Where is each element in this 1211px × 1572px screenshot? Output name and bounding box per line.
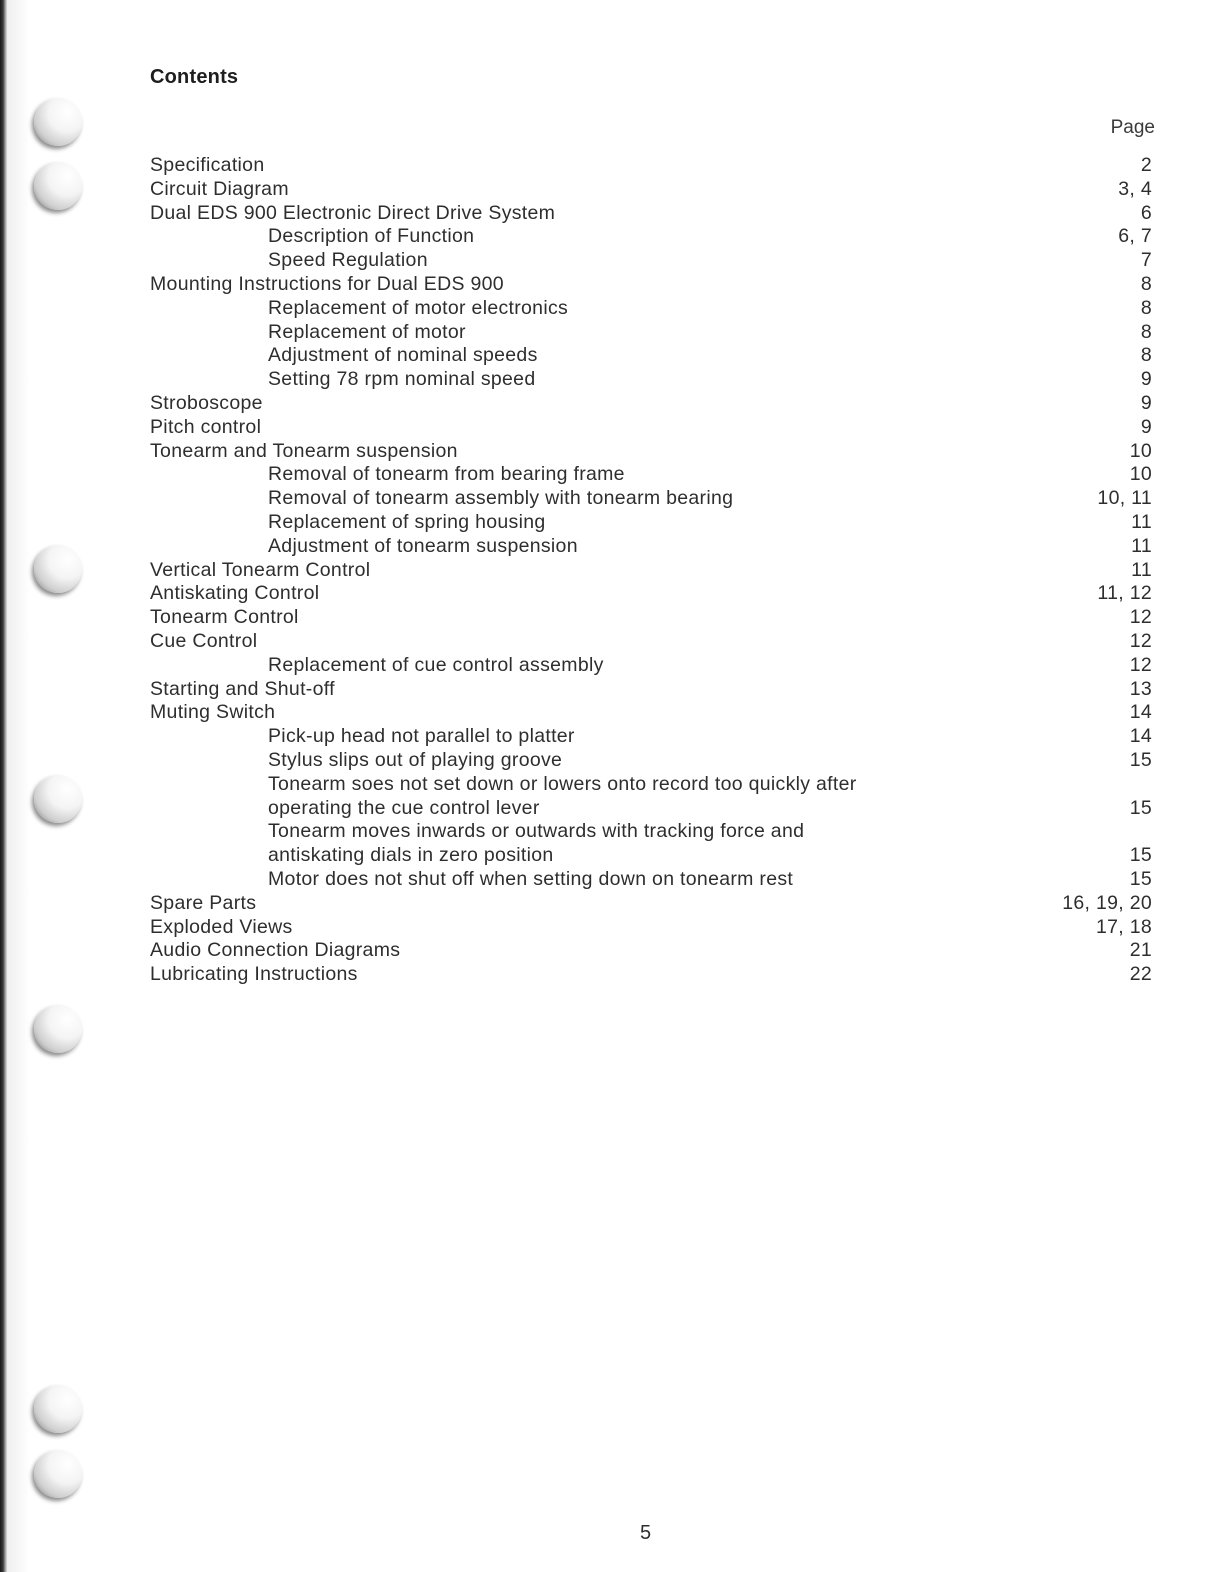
toc-entry-page: 8 — [1140, 272, 1152, 295]
toc-entry-page: 11 — [1131, 534, 1152, 557]
binder-shadow — [8, 0, 30, 1572]
toc-entry-label: Tonearm Control — [150, 606, 299, 629]
binder-edge — [0, 0, 8, 1572]
toc-entry-label: Removal of tonearm assembly with tonearm bearing — [268, 487, 734, 510]
toc-entry — [148, 463, 1152, 487]
toc-entry — [148, 344, 1152, 368]
punch-hole — [34, 545, 82, 593]
toc-entry-label: Pick-up head not parallel to platter — [268, 725, 575, 748]
toc-entry — [148, 225, 1152, 249]
toc-entry-label: Replacement of cue control assembly — [268, 653, 604, 676]
toc-entry-page: 12 — [1129, 653, 1152, 676]
toc-entry-page: 7 — [1140, 249, 1152, 272]
toc-entry-page: 9 — [1140, 391, 1152, 414]
contents-heading: Contents — [150, 66, 239, 88]
toc-entry — [148, 178, 1152, 202]
toc-entry — [148, 487, 1152, 511]
toc-entry-page: 11 — [1131, 558, 1152, 581]
toc-entry-page: 3, 4 — [1118, 177, 1152, 200]
toc-entry-label: Dual EDS 900 Electronic Direct Drive System — [150, 201, 556, 224]
toc-entry — [148, 154, 1152, 178]
toc-entry-page: 21 — [1129, 939, 1152, 962]
toc-entry-page: 8 — [1140, 296, 1152, 319]
toc-entry — [148, 630, 1152, 654]
toc-entry — [148, 440, 1152, 464]
toc-entry-label: Setting 78 rpm nominal speed — [268, 368, 536, 391]
toc-entry — [148, 392, 1152, 416]
toc-entry-label: Lubricating Instructions — [150, 963, 358, 986]
toc-entry-page: 16, 19, 20 — [1062, 891, 1152, 914]
toc-entry — [148, 892, 1152, 916]
toc-entry-page: 6 — [1140, 201, 1152, 224]
punch-hole — [34, 775, 82, 823]
toc-entry-label: Circuit Diagram — [150, 177, 289, 200]
table-of-contents — [148, 154, 1152, 987]
toc-entry-page: 10 — [1129, 463, 1152, 486]
toc-entry-label: Stroboscope — [150, 391, 263, 414]
toc-entry — [148, 916, 1152, 940]
toc-entry-label: Description of Function — [268, 225, 475, 248]
toc-entry-page: 14 — [1129, 701, 1152, 724]
toc-entry-label: Spare Parts — [150, 891, 257, 914]
toc-entry-label: Antiskating Control — [150, 582, 320, 605]
toc-entry-label: Replacement of motor — [268, 320, 466, 343]
toc-entry — [148, 273, 1152, 297]
toc-entry-page: 15 — [1129, 867, 1152, 890]
toc-entry-label: Cue Control — [150, 629, 258, 652]
toc-entry — [148, 535, 1152, 559]
toc-entry-page: 9 — [1140, 415, 1152, 438]
toc-entry-label: Motor does not shut off when setting down on tonearm rest — [268, 867, 794, 890]
toc-entry — [148, 249, 1152, 273]
toc-entry — [148, 820, 1152, 868]
toc-entry — [148, 868, 1152, 892]
toc-entry-label: Stylus slips out of playing groove — [268, 748, 563, 771]
toc-entry — [148, 701, 1152, 725]
toc-entry-page: 10 — [1129, 439, 1152, 462]
toc-entry — [148, 939, 1152, 963]
toc-entry — [148, 297, 1152, 321]
toc-entry-page: 22 — [1129, 963, 1152, 986]
toc-entry-label: Audio Connection Diagrams — [150, 939, 401, 962]
punch-hole — [34, 1385, 82, 1433]
toc-entry-label: Exploded Views — [150, 915, 293, 938]
toc-entry — [148, 963, 1152, 987]
toc-entry-page: 13 — [1129, 677, 1152, 700]
toc-entry — [148, 416, 1152, 440]
punch-hole — [34, 98, 82, 146]
toc-entry-page: 11 — [1131, 510, 1152, 533]
toc-entry-page: 15 — [1129, 748, 1152, 771]
page-number: 5 — [640, 1522, 652, 1544]
toc-entry-page: 6, 7 — [1118, 225, 1152, 248]
toc-entry-label: Muting Switch — [150, 701, 276, 724]
punch-hole — [34, 1005, 82, 1053]
toc-entry — [148, 606, 1152, 630]
toc-entry-page: 11, 12 — [1097, 582, 1152, 605]
toc-entry-label: Specification — [150, 154, 265, 176]
toc-entry — [148, 725, 1152, 749]
toc-entry — [148, 368, 1152, 392]
toc-entry-page: 8 — [1140, 344, 1152, 367]
toc-entry-label: Replacement of motor electronics — [268, 296, 569, 319]
toc-entry — [148, 202, 1152, 226]
toc-entry — [148, 511, 1152, 535]
toc-entry-label: Adjustment of nominal speeds — [268, 344, 538, 367]
toc-entry-page: 8 — [1140, 320, 1152, 343]
toc-entry-page: 15 — [1129, 844, 1152, 867]
punch-hole — [34, 1450, 82, 1498]
toc-entry-label: Starting and Shut-off — [150, 677, 335, 700]
toc-entry — [148, 773, 1152, 821]
toc-entry — [148, 321, 1152, 345]
toc-entry-label: Replacement of spring housing — [268, 510, 546, 533]
toc-entry-page: 12 — [1129, 606, 1152, 629]
toc-entry-label: Speed Regulation — [268, 249, 428, 272]
toc-entry — [148, 678, 1152, 702]
punch-hole — [34, 162, 82, 210]
toc-entry — [148, 559, 1152, 583]
toc-entry-page: 12 — [1129, 629, 1152, 652]
toc-entry-label: Mounting Instructions for Dual EDS 900 — [150, 272, 504, 295]
toc-entry-label: Adjustment of tonearm suspension — [268, 534, 578, 557]
toc-entry-page: 2 — [1140, 154, 1152, 176]
toc-entry — [148, 582, 1152, 606]
toc-entry-page: 15 — [1129, 796, 1152, 819]
toc-entry-label: Pitch control — [150, 415, 262, 438]
toc-entry — [148, 654, 1152, 678]
toc-entry — [148, 749, 1152, 773]
toc-entry-page: 17, 18 — [1095, 915, 1152, 938]
toc-entry-label: Vertical Tonearm Control — [150, 558, 371, 581]
toc-entry-label: Tonearm moves inwards or outwards with tracking force and antiskating dials in zero position — [268, 820, 805, 867]
toc-entry-label: Tonearm and Tonearm suspension — [150, 439, 458, 462]
toc-entry-label: Tonearm soes not set down or lowers onto record too quickly after operating the cue control lever — [268, 772, 857, 819]
toc-entry-page: 10, 11 — [1097, 487, 1152, 510]
page-column-header: Page — [1110, 117, 1155, 138]
toc-entry-page: 14 — [1129, 725, 1152, 748]
toc-entry-label: Removal of tonearm from bearing frame — [268, 463, 625, 486]
toc-entry-page: 9 — [1140, 368, 1152, 391]
